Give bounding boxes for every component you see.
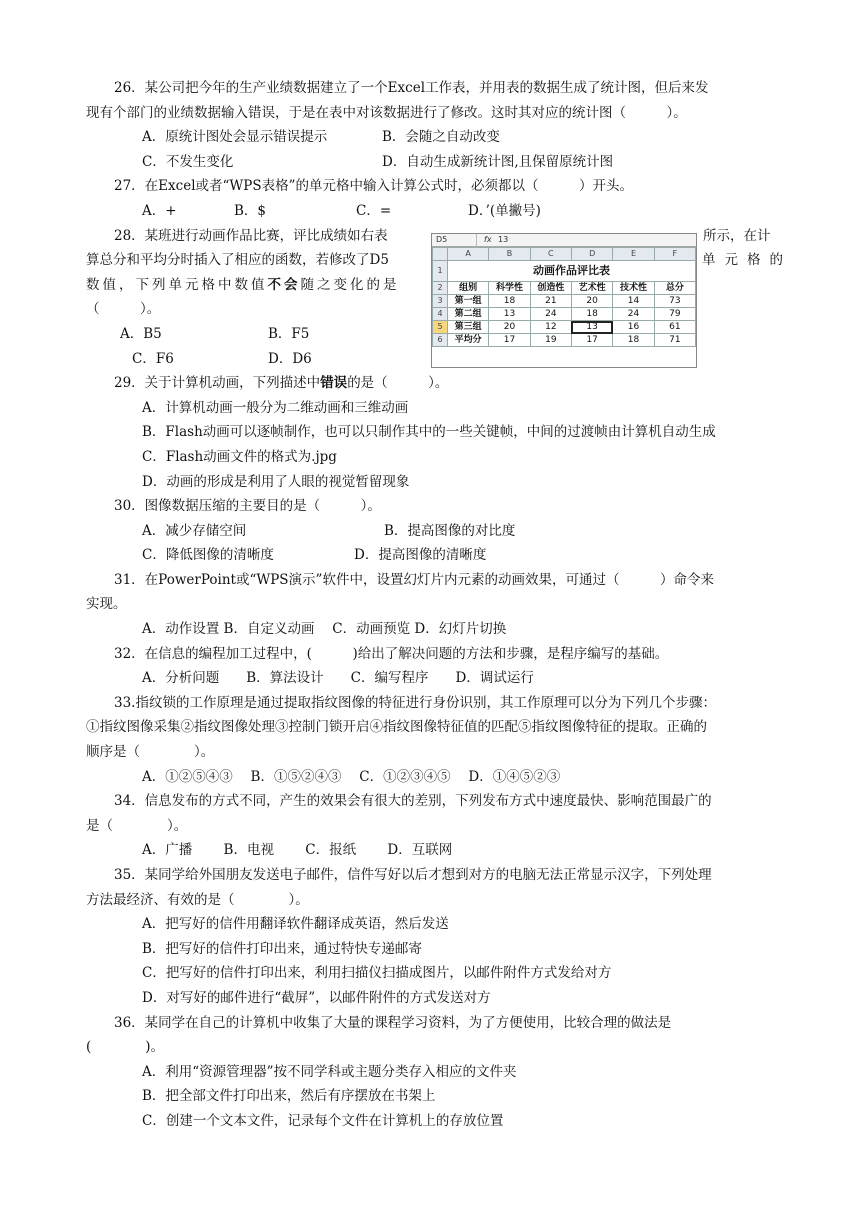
corner-cell: [433, 248, 448, 261]
table-cell: 第一组: [448, 295, 489, 308]
col-header-a: A: [448, 248, 489, 261]
table-cell: 第二组: [448, 308, 489, 321]
formula-value: 13: [498, 235, 509, 244]
q26-option-b[interactable]: B．会随之自动改变: [382, 129, 500, 146]
q31-stem-line1: 31．在PowerPoint或“WPS演示”软件中，设置幻灯片内元素的动画效果，可通过（ ）命令来: [114, 571, 714, 588]
q28-stem-line1-left: 28．某班进行动画作品比赛，评比成绩如右表: [114, 227, 388, 244]
q30-stem: 30．图像数据压缩的主要目的是（ ）。: [114, 498, 381, 515]
table-cell: 平均分: [448, 334, 489, 347]
table-row: [433, 282, 696, 295]
q28-stem-line2-right: 单元格的: [702, 252, 792, 269]
row-number: 5: [433, 321, 448, 334]
q30-option-b[interactable]: B．提高图像的对比度: [384, 522, 516, 539]
q29-stem-a: 29．关于计算机动画，下列描述中: [114, 375, 321, 392]
q35-option-a[interactable]: A．把写好的信件用翻译软件翻译成英语，然后发送: [142, 916, 449, 933]
q28-option-d[interactable]: D．D6: [268, 350, 312, 367]
row-number: 3: [433, 295, 448, 308]
q36-option-c[interactable]: C．创建一个文本文件，记录每个文件在计算机上的存放位置: [142, 1112, 504, 1129]
q35-option-b[interactable]: B．把写好的信件打印出来，通过特快专递邮寄: [142, 940, 422, 957]
q27-stem: 27．在Excel或者“WPS表格”的单元格中输入计算公式时，必须都以（ ）开头。: [114, 178, 634, 195]
table-cell: 13: [489, 308, 530, 321]
q34-options[interactable]: A．广播 B．电视 C．报纸 D．互联网: [142, 842, 453, 859]
col-header-d: D: [571, 248, 612, 261]
row-number: 6: [433, 334, 448, 347]
col-header-b: B: [489, 248, 530, 261]
q36-stem-line1: 36．某同学在自己的计算机中收集了大量的课程学习资料，为了方便使用，比较合理的做法是: [114, 1014, 672, 1031]
q33-stem-line3: 顺序是（ ）。: [86, 744, 215, 761]
col-header-f: F: [654, 248, 695, 261]
table-cell: 17: [571, 334, 612, 347]
q36-option-a[interactable]: A．利用“资源管理器”按不同学科或主题分类存入相应的文件夹: [142, 1063, 517, 1080]
q34-stem-line2: 是（ ）。: [86, 817, 188, 834]
score-table: [432, 247, 696, 347]
q31-stem-line2: 实现。: [86, 596, 127, 613]
q33-options[interactable]: A．①②⑤④③ B．①⑤②④③ C．①②③④⑤ D．①④⑤②③: [142, 768, 561, 785]
q26-options-row2: [86, 150, 780, 175]
q30-option-a[interactable]: A．减少存储空间: [142, 522, 247, 539]
table-header-cell: 科学性: [489, 282, 530, 295]
q29-stem-b: 的是（ ）。: [347, 375, 449, 392]
q33-stem-line1: 33.指纹锁的工作原理是通过提取指纹图像的特征进行身份识别，其工作原理可以分为下列几个步骤：: [114, 694, 716, 711]
q27-option-b[interactable]: B．$: [234, 202, 267, 219]
q33-stem-line2: ①指纹图像采集②指纹图像处理③控制门锁开启④指纹图像特征值的匹配⑤指纹图像特征的提取。正确的: [86, 719, 707, 736]
table-row: [433, 308, 696, 321]
q30-options-row1: [86, 519, 780, 544]
q29-stem: [86, 371, 780, 396]
table-header-cell: 技术性: [613, 282, 654, 295]
table-header-cell: 艺术性: [571, 282, 612, 295]
q35-option-c[interactable]: C．把写好的信件打印出来，利用扫描仪扫描成图片，以邮件附件方式发给对方: [142, 965, 612, 982]
table-cell: 71: [654, 334, 695, 347]
table-cell: 18: [571, 308, 612, 321]
table-row: [433, 321, 696, 334]
q26-stem-line1: 26．某公司把今年的生产业绩数据建立了一个Excel工作表，并用表的数据生成了统计图，但后来发: [114, 80, 709, 96]
formula-bar: [432, 234, 696, 247]
q27-option-c[interactable]: C．=: [356, 202, 392, 219]
column-header-row: [433, 248, 696, 261]
table-cell: 16: [613, 321, 654, 334]
q28-option-a[interactable]: A．B5: [120, 325, 162, 342]
q26-option-c[interactable]: C．不发生变化: [142, 153, 234, 170]
q28-stem-line1-right: 所示，在计: [703, 227, 771, 244]
table-cell: 17: [489, 334, 530, 347]
table-cell: 12: [530, 321, 571, 334]
q36-stem-line2: ( )。: [86, 1039, 165, 1056]
q35-stem-line1: 35．某同学给外国朋友发送电子邮件，信件写好以后才想到对方的电脑无法正常显示汉字，下列处理: [114, 867, 712, 883]
table-cell: 20: [571, 295, 612, 308]
q29-option-c[interactable]: C．Flash动画文件的格式为.jpg: [142, 448, 337, 465]
table-row: [433, 295, 696, 308]
table-header-cell: 组别: [448, 282, 489, 295]
table-cell: 79: [654, 308, 695, 321]
table-cell: 18: [489, 295, 530, 308]
table-cell: 24: [613, 308, 654, 321]
row-number: 1: [433, 261, 448, 282]
row-number: 2: [433, 282, 448, 295]
q31-options[interactable]: A．动作设置 B．自定义动画 C．动画预览 D．幻灯片切换: [142, 621, 507, 638]
q27-option-d[interactable]: D．’(单撇号): [468, 202, 541, 219]
q29-emphasis: 错误: [320, 375, 348, 392]
q27-options: [86, 199, 780, 224]
table-cell: 61: [654, 321, 695, 334]
row-number: 4: [433, 308, 448, 321]
q28-option-b[interactable]: B．F5: [268, 325, 310, 342]
q28-stem-line4: （ ）。: [86, 301, 161, 318]
q26-option-d[interactable]: D．自动生成新统计图,且保留原统计图: [382, 153, 614, 170]
table-cell: 14: [613, 295, 654, 308]
table-header-cell: 总分: [654, 282, 695, 295]
exam-page: [86, 76, 792, 1134]
q34-stem-line1: 34．信息发布的方式不同，产生的效果会有很大的差别，下列发布方式中速度最快、影响范围最广的: [114, 793, 712, 810]
q30-option-d[interactable]: D．提高图像的清晰度: [354, 547, 487, 564]
col-header-e: E: [613, 248, 654, 261]
q27-option-a[interactable]: A．+: [142, 202, 177, 219]
table-title: 动画作品评比表: [448, 261, 696, 282]
q28-option-c[interactable]: C．F6: [132, 350, 174, 367]
table-cell: 20: [489, 321, 530, 334]
q28-stem-line3-b: 随之变化的是: [300, 276, 400, 293]
q29-option-b[interactable]: B．Flash动画可以逐帧制作，也可以只制作其中的一些关键帧，中间的过渡帧由计算机自动生成: [142, 424, 716, 441]
spreadsheet-figure: [431, 233, 697, 368]
table-cell: 73: [654, 295, 695, 308]
q26-option-a[interactable]: A．原统计图处会显示错误提示: [142, 129, 328, 146]
table-header-cell: 创造性: [530, 282, 571, 295]
q30-option-c[interactable]: C．降低图像的清晰度: [142, 547, 274, 564]
q35-stem-line2: 方法最经济、有效的是（ ）。: [86, 891, 309, 908]
selected-cell-d5[interactable]: 13: [571, 321, 612, 334]
q29-option-a[interactable]: A．计算机动画一般分为二维动画和三维动画: [142, 399, 409, 416]
fx-icon: fx: [484, 235, 492, 244]
q28-stem-line3-a: 数值，下列单元格中数值: [86, 276, 268, 293]
table-cell: 24: [530, 308, 571, 321]
q30-options-row2: [86, 543, 780, 568]
table-cell: 第三组: [448, 321, 489, 334]
q26-stem-line2: 现有个部门的业绩数据输入错误，于是在表中对该数据进行了修改。这时其对应的统计图（ ）。: [86, 104, 687, 121]
q36-option-b[interactable]: B．把全部文件打印出来，然后有序摆放在书架上: [142, 1088, 436, 1105]
table-row: [433, 261, 696, 282]
q28-emphasis: 不会: [267, 276, 301, 293]
table-row: [433, 334, 696, 347]
q32-stem: 32．在信息的编程加工过程中，( )给出了解决问题的方法和步骤，是程序编写的基础。: [114, 645, 669, 662]
q32-options[interactable]: A．分析问题 B．算法设计 C．编写程序 D．调试运行: [142, 670, 534, 687]
table-cell: 18: [613, 334, 654, 347]
table-cell: 19: [530, 334, 571, 347]
q26-options-row1: [86, 125, 780, 150]
name-box: D5: [434, 234, 477, 246]
table-cell: 21: [530, 295, 571, 308]
q29-option-d[interactable]: D．动画的形成是利用了人眼的视觉暂留现象: [142, 473, 410, 490]
q28-stem-line2-left: 算总分和平均分时插入了相应的函数，若修改了D5: [86, 252, 389, 269]
q35-option-d[interactable]: D．对写好的邮件进行“截屏”，以邮件附件的方式发送对方: [142, 989, 491, 1006]
col-header-c: C: [530, 248, 571, 261]
